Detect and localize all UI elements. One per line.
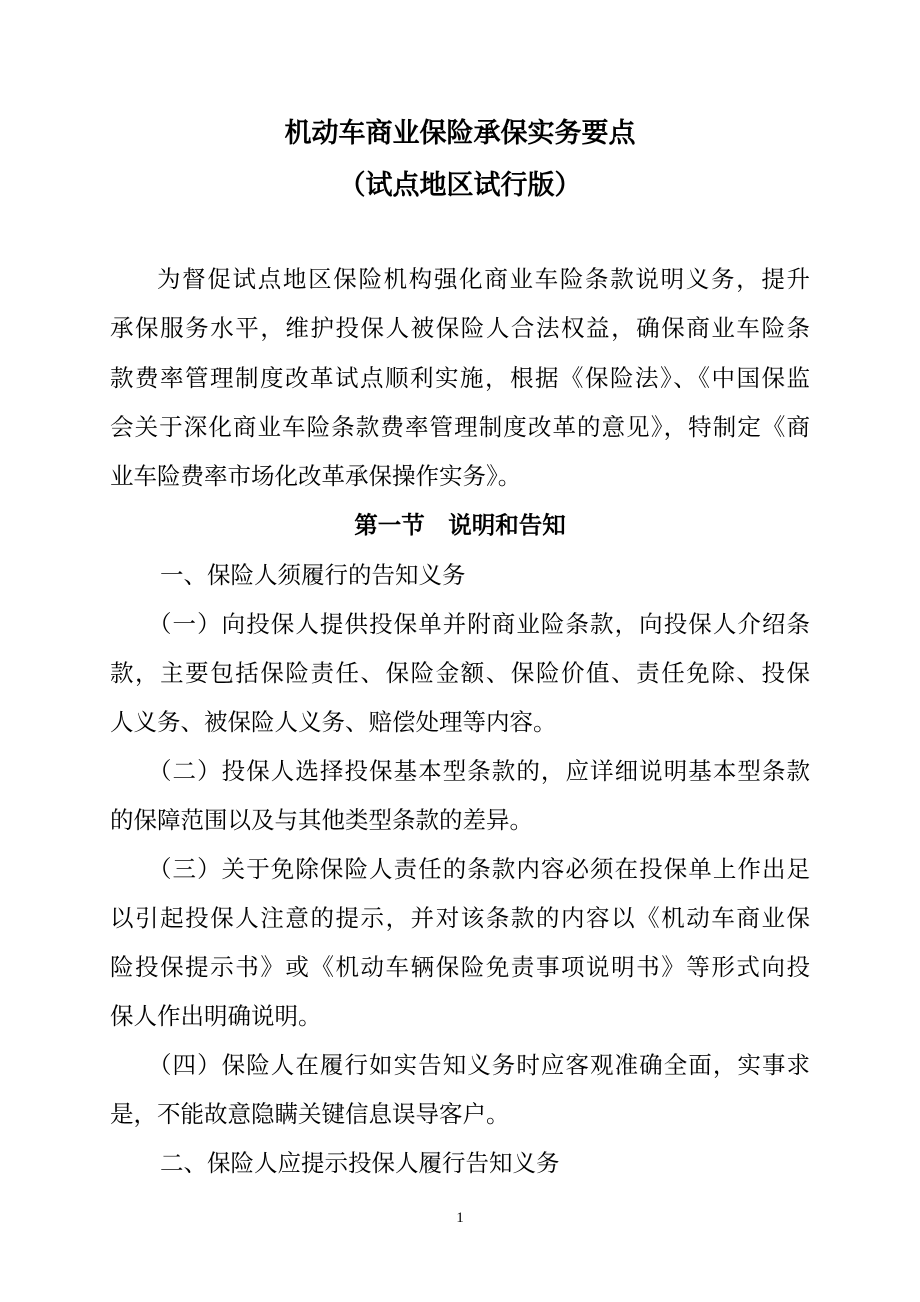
- para-3-line-2: 以引起投保人注意的提示，并对该条款的内容以《机动车商业保: [110, 904, 810, 932]
- intro-line-4: 会关于深化商业车险条款费率管理制度改革的意见》，特制定《商: [110, 413, 810, 441]
- para-1-line-3: 人义务、被保险人义务、赔偿处理等内容。: [110, 708, 557, 736]
- page-number: 1: [456, 1210, 464, 1226]
- para-1-line-1: （一）向投保人提供投保单并附商业险条款，向投保人介绍条: [148, 610, 810, 638]
- para-2-line-2: 的保障范围以及与其他类型条款的差异。: [110, 806, 533, 834]
- intro-line-3: 款费率管理制度改革试点顺利实施，根据《保险法》、《中国保监: [110, 364, 810, 392]
- item-2-heading: 二、保险人应提示投保人履行告知义务: [160, 1149, 560, 1177]
- para-2-line-1: （二）投保人选择投保基本型条款的，应详细说明基本型条款: [148, 757, 810, 785]
- para-3-line-4: 保人作出明确说明。: [110, 1002, 322, 1030]
- intro-line-5: 业车险费率市场化改革承保操作实务》。: [110, 462, 522, 490]
- para-3-line-1: （三）关于免除保险人责任的条款内容必须在投保单上作出足: [148, 855, 810, 883]
- document-title: 机动车商业保险承保实务要点: [284, 118, 636, 149]
- intro-line-1: 为督促试点地区保险机构强化商业车险条款说明义务，提升: [157, 265, 810, 293]
- para-3-line-3: 险投保提示书》或《机动车辆保险免责事项说明书》等形式向投: [110, 953, 810, 981]
- item-1-heading: 一、保险人须履行的告知义务: [160, 561, 466, 589]
- document-subtitle: （试点地区试行版）: [338, 170, 582, 201]
- para-4-line-2: 是，不能故意隐瞒关键信息误导客户。: [110, 1100, 510, 1128]
- para-4-line-1: （四）保险人在履行如实告知义务时应客观准确全面，实事求: [148, 1051, 810, 1079]
- section-1-title: 第一节 说明和告知: [354, 511, 566, 539]
- intro-line-2: 承保服务水平，维护投保人被保险人合法权益，确保商业车险条: [110, 314, 810, 342]
- para-1-line-2: 款，主要包括保险责任、保险金额、保险价值、责任免除、投保: [110, 659, 810, 687]
